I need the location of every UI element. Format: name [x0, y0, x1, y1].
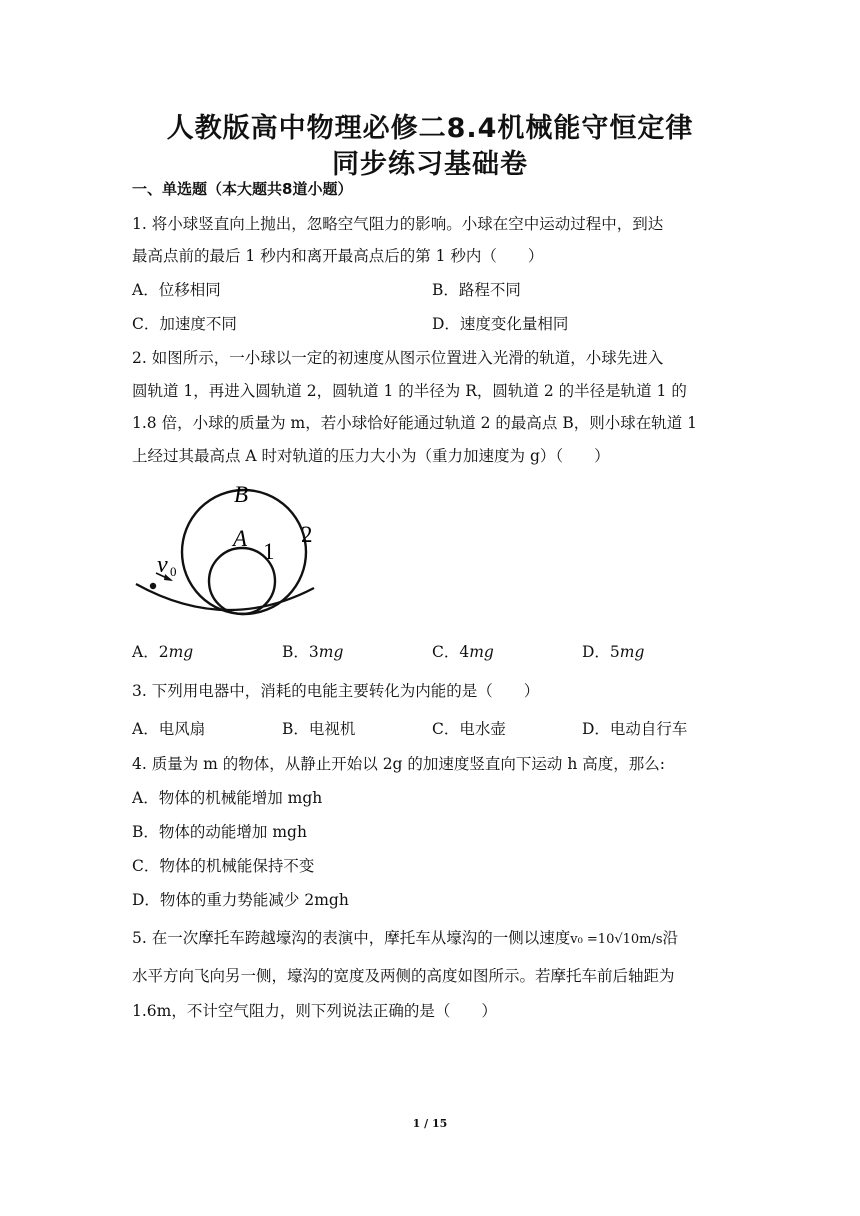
q4-option-d: D．物体的重力势能减少 2mgh	[132, 891, 349, 909]
ball-icon	[150, 583, 156, 589]
label-track-2: 2	[301, 522, 313, 547]
q2-line-2: 圆轨道 1，再进入圆轨道 2，圆轨道 1 的半径为 R，圆轨道 2 的半径是轨道 1 的	[132, 382, 687, 400]
q1-option-a: A．位移相同	[132, 281, 221, 299]
q1-line-1: 1. 将小球竖直向上抛出，忽略空气阻力的影响。小球在空中运动过程中，到达	[132, 215, 664, 233]
q2-option-b-unit: mg	[318, 643, 344, 661]
q3-option-a: A．电风扇	[132, 720, 206, 738]
label-v: v	[157, 552, 168, 578]
q2-option-a-label: A．2	[132, 643, 169, 661]
q3-option-c: C．电水壶	[432, 720, 506, 738]
q1-option-b: B．路程不同	[432, 281, 521, 299]
q4-option-a: A．物体的机械能增加 mgh	[132, 789, 323, 807]
label-v-sub: 0	[170, 564, 177, 579]
q2-option-b	[282, 640, 343, 662]
q5-line-3: 1.6m，不计空气阻力，则下列说法正确的是（ ）	[132, 1002, 497, 1020]
q4-option-b: B．物体的动能增加 mgh	[132, 823, 307, 841]
q2-line-1: 2. 如图所示，一小球以一定的初速度从图示位置进入光滑的轨道，小球先进入	[132, 349, 664, 367]
page-number: 1 / 15	[412, 1117, 448, 1130]
q5-line-1-text: 5. 在一次摩托车跨越壕沟的表演中，摩托车从壕沟的一侧以速度	[132, 929, 571, 947]
q2-option-c-label: C．4	[432, 643, 470, 661]
q4-line-1: 4. 质量为 m 的物体，从静止开始以 2g 的加速度竖直向下运动 h 高度，那么:	[132, 755, 665, 773]
label-track-1: 1	[263, 539, 275, 564]
q1-option-c: C．加速度不同	[132, 315, 237, 333]
q2-option-c-unit: mg	[469, 643, 494, 661]
q2-option-a	[132, 640, 193, 662]
title-line-1: 人教版高中物理必修二8.4机械能守恒定律	[166, 113, 694, 144]
q2-option-d-unit: mg	[619, 643, 645, 661]
q2-line-3: 1.8 倍，小球的质量为 m，若小球恰好能通过轨道 2 的最高点 B，则小球在轨道 1	[132, 414, 698, 432]
q5-velocity-formula: v₀ =10√10m/s	[570, 932, 663, 947]
q2-option-c	[432, 640, 494, 662]
q3-option-b: B．电视机	[282, 720, 356, 738]
q2-option-d-label: D．5	[582, 643, 620, 661]
q2-option-b-label: B．3	[282, 643, 319, 661]
title-line-2: 同步练习基础卷	[332, 149, 528, 180]
label-b: B	[234, 482, 249, 507]
circular-track-2	[182, 490, 306, 614]
q5-line-2: 水平方向飞向另一侧，壕沟的宽度及两侧的高度如图所示。若摩托车前后轴距为	[132, 967, 675, 985]
section-heading: 一、单选题（本大题共8道小题）	[132, 180, 353, 198]
q5-line-1-end: 沿	[662, 929, 679, 947]
q4-option-c: C．物体的机械能保持不变	[132, 857, 315, 875]
track-diagram	[130, 476, 330, 622]
q2-option-d	[582, 640, 644, 662]
q1-line-2: 最高点前的最后 1 秒内和离开最高点后的第 1 秒内（ ）	[132, 247, 544, 265]
q2-option-a-unit: mg	[168, 643, 194, 661]
q5-line-1	[132, 926, 678, 948]
q3-line-1: 3. 下列用电器中，消耗的电能主要转化为内能的是（ ）	[132, 682, 540, 700]
q2-line-4: 上经过其最高点 A 时对轨道的压力大小为（重力加速度为 g）（ ）	[132, 447, 610, 465]
q1-option-d: D．速度变化量相同	[432, 315, 569, 333]
q3-option-d: D．电动自行车	[582, 720, 688, 738]
label-a: A	[233, 526, 248, 551]
